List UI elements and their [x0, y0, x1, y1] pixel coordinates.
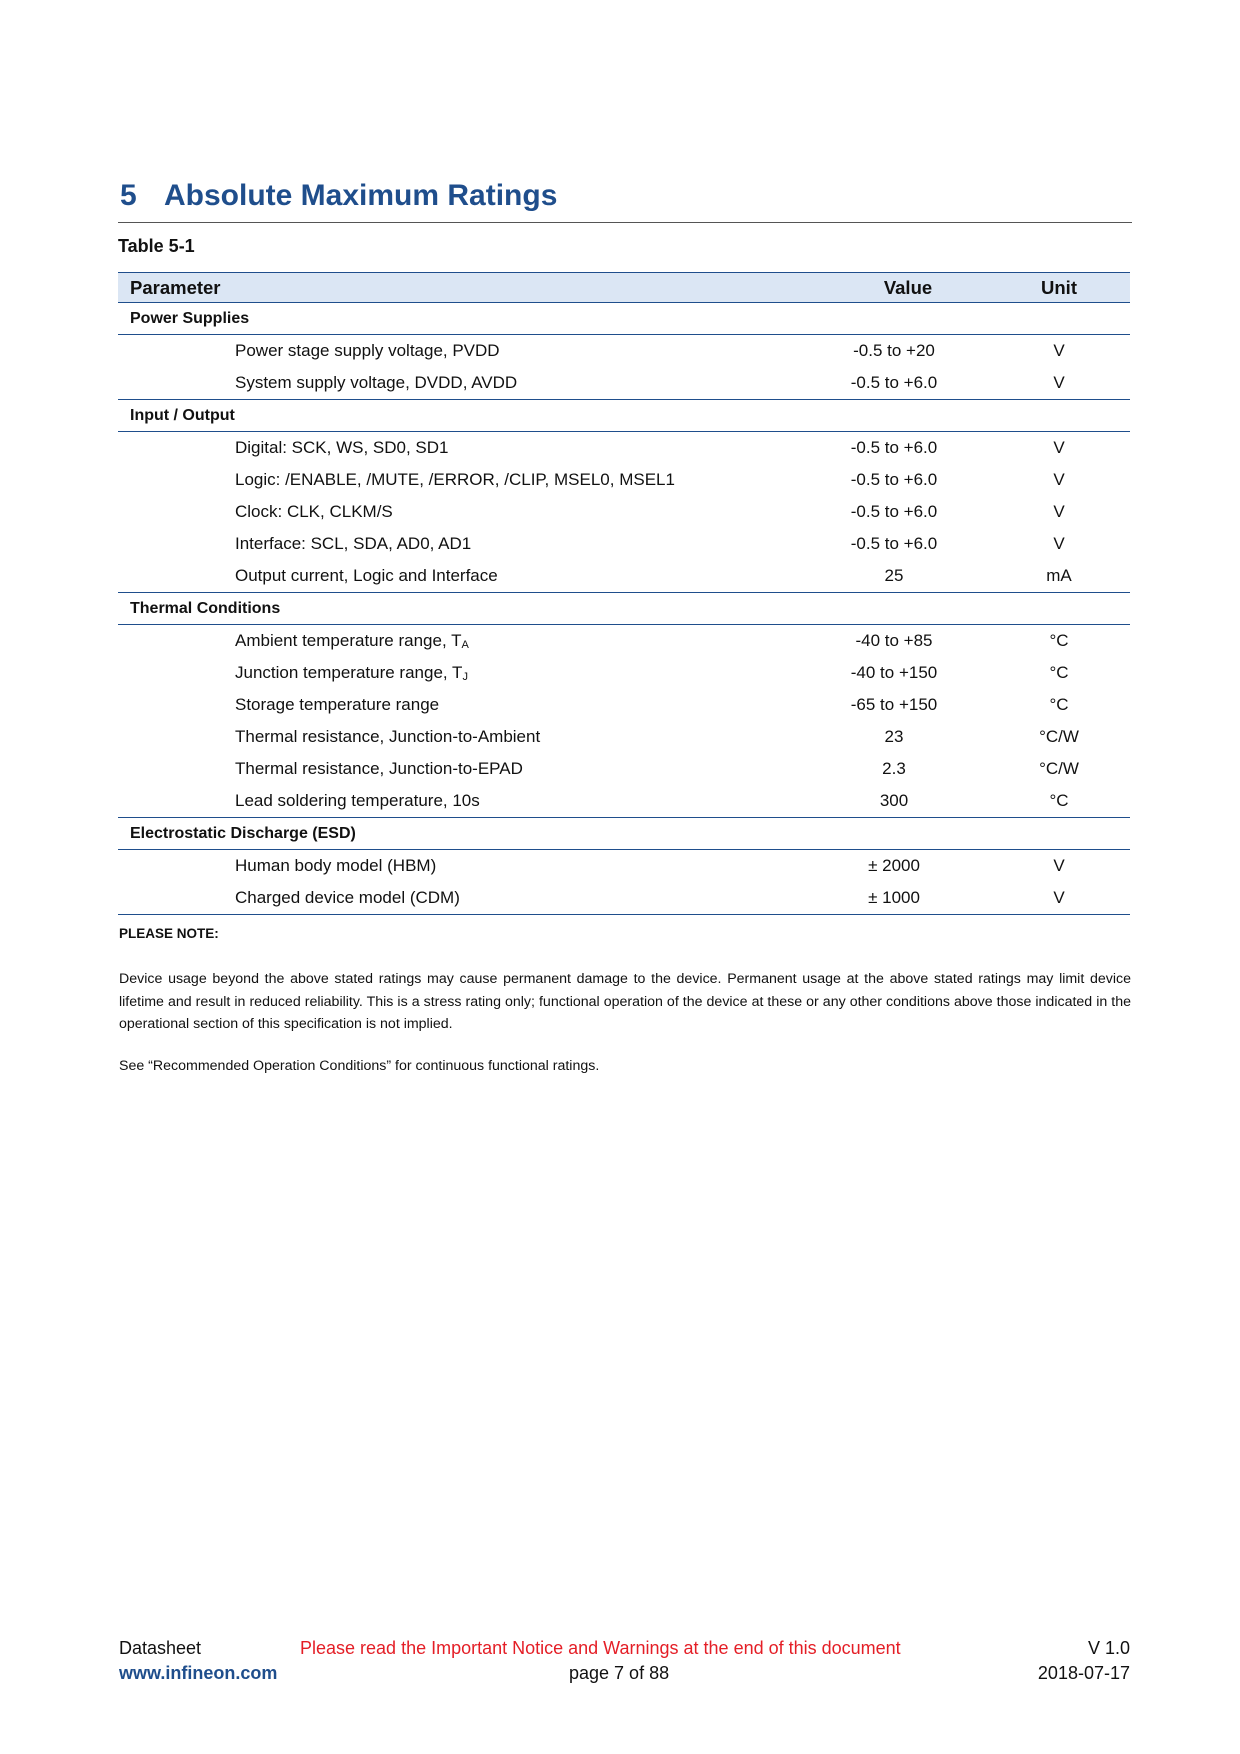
value-cell: -0.5 to +6.0 — [850, 438, 938, 457]
footer-page-number: page 7 of 88 — [569, 1663, 670, 1683]
footer-doc-type: Datasheet — [119, 1638, 202, 1658]
footer-version: V 1.0 — [1087, 1638, 1130, 1658]
section-title: Absolute Maximum Ratings — [164, 179, 558, 212]
value-cell: -0.5 to +6.0 — [850, 534, 938, 553]
table-row — [118, 335, 1130, 368]
group-row — [118, 400, 1130, 432]
table-header-row — [118, 273, 1130, 303]
value-cell: -65 to +150 — [850, 695, 938, 714]
unit-cell: V — [1053, 470, 1065, 489]
table-row — [118, 689, 1130, 721]
value-cell: 25 — [800, 560, 988, 593]
header-value: Value — [800, 273, 988, 303]
param-cell: Lead soldering temperature, 10s — [118, 785, 800, 818]
group-label: Power Supplies — [118, 303, 1130, 335]
value-cell: -0.5 to +6.0 — [850, 470, 938, 489]
value-cell: 23 — [884, 727, 904, 746]
group-label: Input / Output — [118, 400, 1130, 432]
table-row — [118, 432, 1130, 465]
value-cell: 300 — [800, 785, 988, 818]
note-see-reference: See “Recommended Operation Conditions” for continuous functional ratings. — [119, 1058, 600, 1074]
group-row — [118, 818, 1130, 850]
param-cell: Human body model (HBM) — [235, 856, 437, 875]
value-cell: -0.5 to +6.0 — [850, 502, 938, 521]
unit-cell: °C/W — [1039, 727, 1079, 746]
param-cell — [118, 657, 800, 689]
note-label: PLEASE NOTE: — [119, 926, 219, 941]
value-cell: -0.5 to +20 — [853, 341, 935, 360]
table-row — [118, 625, 1130, 658]
param-cell: Charged device model (CDM) — [118, 882, 800, 915]
unit-cell: °C — [1049, 695, 1069, 714]
value-cell: ± 1000 — [800, 882, 988, 915]
param-cell: Clock: CLK, CLKM/S — [235, 502, 393, 521]
value-cell: -0.5 to +6.0 — [800, 367, 988, 400]
group-row — [118, 303, 1130, 335]
note-text: Device usage beyond the above stated ratings may cause permanent damage to the device. Permanent usage at the above stated ratings may limit device lifetime and result in reduced reliability. This is a stress rating only; functional operation of the device at these or any other conditions above those indicated in the operational section of this specification is not implied. — [119, 971, 1131, 1032]
unit-cell: V — [1053, 502, 1065, 521]
table-caption: Table 5-1 — [118, 236, 195, 256]
table-row — [118, 785, 1130, 818]
unit-cell: °C — [1049, 631, 1069, 650]
unit-cell: mA — [988, 560, 1130, 593]
table-row — [118, 657, 1130, 689]
unit-cell: V — [1053, 438, 1065, 457]
param-text: Ambient temperature range, T — [235, 631, 462, 650]
value-cell: ± 2000 — [868, 856, 920, 875]
value-cell: -40 to +85 — [855, 631, 933, 650]
group-label: Thermal Conditions — [118, 593, 1130, 625]
param-cell: Interface: SCL, SDA, AD0, AD1 — [235, 534, 472, 553]
param-cell: Power stage supply voltage, PVDD — [235, 341, 500, 360]
param-cell: Logic: /ENABLE, /MUTE, /ERROR, /CLIP, MSEL0, MSEL1 — [235, 470, 675, 489]
unit-cell: °C — [988, 785, 1130, 818]
footer-notice: Please read the Important Notice and Warnings at the end of this document — [300, 1638, 901, 1658]
table-row — [118, 496, 1130, 528]
param-cell: Digital: SCK, WS, SD0, SD1 — [235, 438, 449, 457]
group-label: Electrostatic Discharge (ESD) — [118, 818, 1130, 850]
unit-cell: °C/W — [1039, 759, 1079, 778]
param-cell — [118, 625, 800, 658]
table-body — [118, 303, 1130, 915]
param-text: Junction temperature range, T — [235, 663, 463, 682]
footer-date: 2018-07-17 — [1037, 1663, 1130, 1683]
unit-cell: °C — [1049, 663, 1069, 682]
footer-url-link[interactable]: www.infineon.com — [119, 1663, 278, 1683]
table-row — [118, 721, 1130, 753]
header-unit: Unit — [988, 273, 1130, 303]
table-row — [118, 528, 1130, 560]
param-cell: Storage temperature range — [235, 695, 440, 714]
group-row — [118, 593, 1130, 625]
table-row — [118, 560, 1130, 593]
param-subscript: J — [462, 671, 468, 683]
value-cell: -40 to +150 — [850, 663, 938, 682]
unit-cell: V — [1053, 341, 1065, 360]
table-row — [118, 367, 1130, 400]
section-heading — [118, 176, 1132, 223]
table-row — [118, 753, 1130, 785]
unit-cell: V — [1053, 856, 1065, 875]
ratings-table — [118, 272, 1130, 915]
section-number: 5 — [120, 179, 137, 212]
param-cell: Thermal resistance, Junction-to-EPAD — [235, 759, 523, 778]
param-cell: System supply voltage, DVDD, AVDD — [118, 367, 800, 400]
param-subscript: A — [461, 639, 469, 651]
param-cell: Thermal resistance, Junction-to-Ambient — [235, 727, 541, 746]
value-cell: 2.3 — [882, 759, 906, 778]
unit-cell: V — [988, 882, 1130, 915]
header-parameter: Parameter — [118, 273, 800, 303]
table-row — [118, 850, 1130, 883]
table-row — [118, 464, 1130, 496]
unit-cell: V — [988, 367, 1130, 400]
unit-cell: V — [1053, 534, 1065, 553]
param-cell: Output current, Logic and Interface — [118, 560, 800, 593]
table-row — [118, 882, 1130, 915]
